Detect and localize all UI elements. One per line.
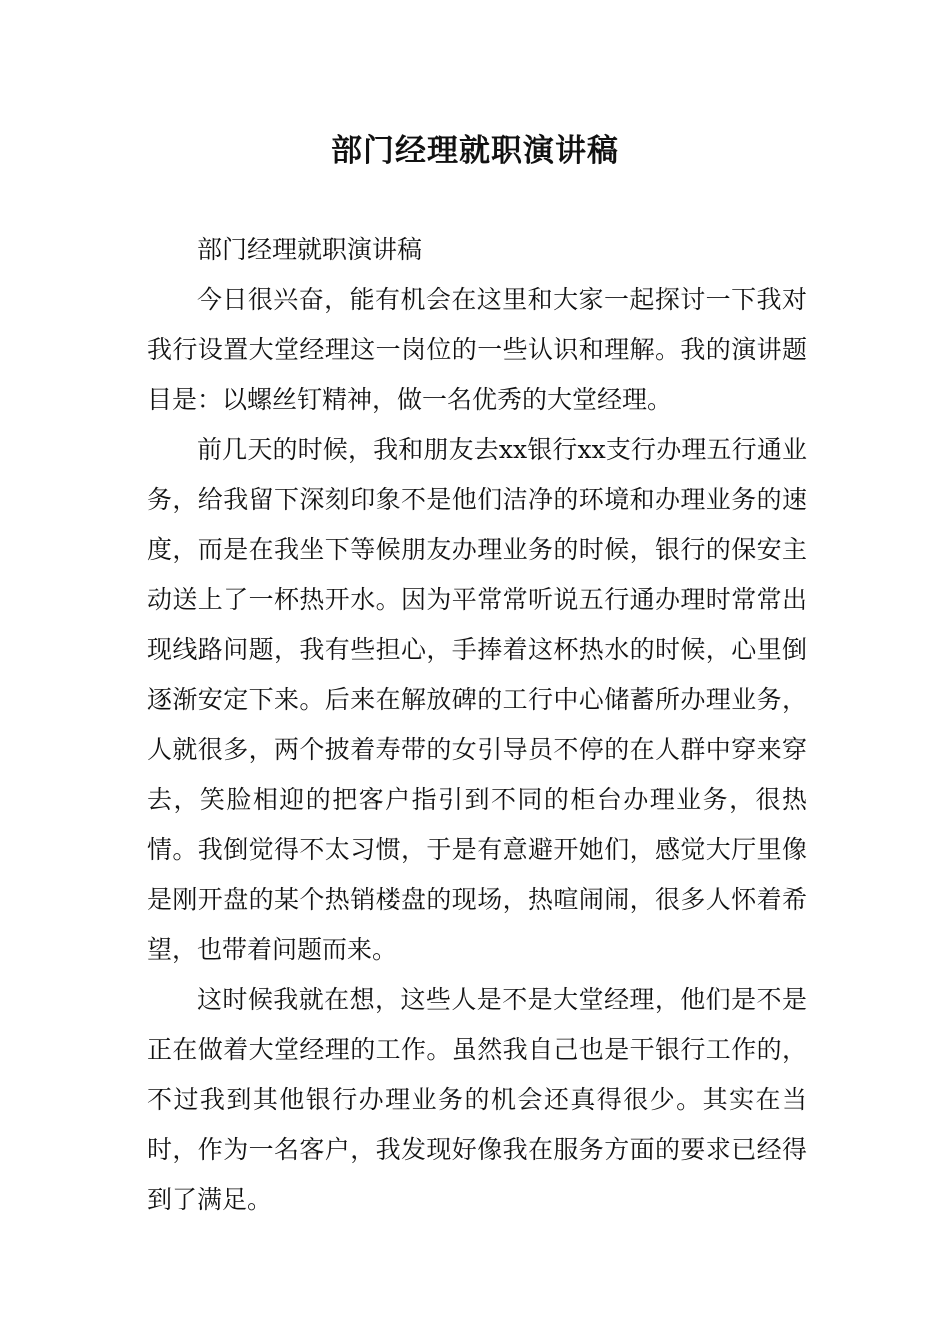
paragraph-subtitle: 部门经理就职演讲稿 xyxy=(197,235,423,264)
paragraph-reflection: 这时候我就在想，这些人是不是大堂经理，他们是不是正在做着大堂经理的工作。虽然我自己也是干银行工作的，不过我到其他银行办理业务的机会还真得很少。其实在当时，作为一名客户，我发现好像我在服务方面的要求已经得到了满足。 xyxy=(147,985,807,1214)
document-title: 部门经理就职演讲稿 xyxy=(331,133,619,169)
paragraph-story: 前几天的时候，我和朋友去xx银行xx支行办理五行通业务，给我留下深刻印象不是他们洁净的环境和办理业务的速度，而是在我坐下等候朋友办理业务的时候，银行的保安主动送上了一杯热开水。因为平常常听说五行通办理时常常出现线路问题，我有些担心，手捧着这杯热水的时候，心里倒逐渐安定下来。后来在解放碑的工行中心储蓄所办理业务，人就很多，两个披着寿带的女引导员不停的在人群中穿来穿去，笑脸相迎的把客户指引到不同的柜台办理业务，很热情。我倒觉得不太习惯，于是有意避开她们，感觉大厅里像是刚开盘的某个热销楼盘的现场，热喧闹闹，很多人怀着希望，也带着问题而来。 xyxy=(147,435,807,964)
paragraph-intro: 今日很兴奋，能有机会在这里和大家一起探讨一下我对我行设置大堂经理这一岗位的一些认识和理解。我的演讲题目是：以螺丝钉精神，做一名优秀的大堂经理。 xyxy=(147,285,807,414)
document-body xyxy=(147,225,807,1225)
